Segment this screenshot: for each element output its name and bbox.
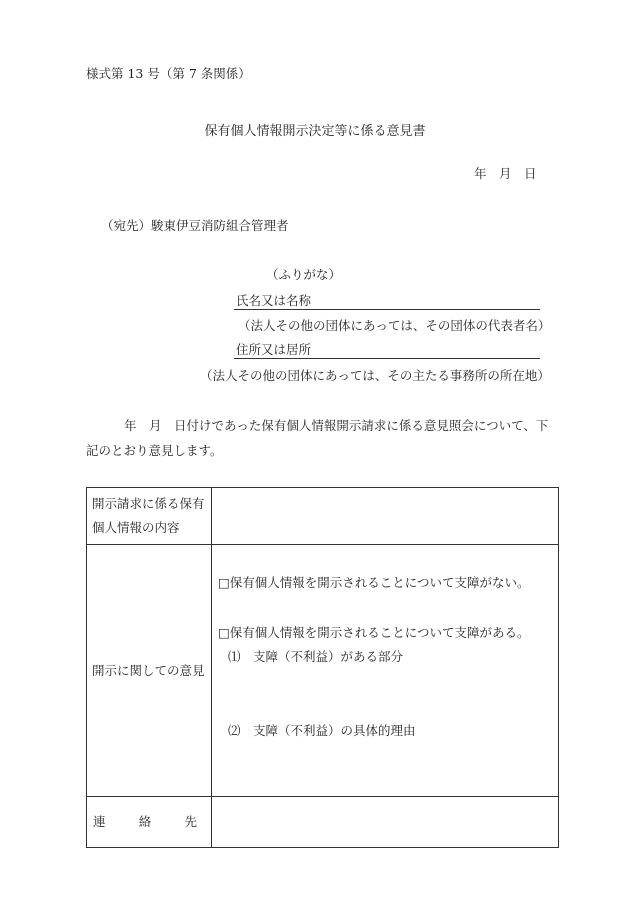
sub-item-affected-part: ⑴ 支障（不利益）がある部分 [228,649,404,664]
table-row-contact [87,797,559,848]
body-text-line1: 年 月 日付けであった保有個人情報開示請求に係る意見照会について、下 [124,418,549,433]
name-note: （法人その他の団体にあっては、その団体の代表者名） [238,318,551,333]
content-label-cell [87,488,212,545]
option-no-issue[interactable]: □保有個人情報を開示されることについて支障がない。 [218,575,530,590]
contact-label-char: 先 [184,814,197,829]
document-title: 保有個人情報開示決定等に係る意見書 [204,124,426,139]
option-issue[interactable]: □保有個人情報を開示されることについて支障がある。 [218,625,530,640]
contact-value-cell[interactable] [212,797,559,848]
name-label: 氏名又は名称 [236,293,312,308]
content-label-line2: 個人情報の内容 [92,520,180,535]
name-underline [234,309,540,310]
content-label-line1: 開示請求に係る保有 [92,496,205,511]
table-row-content [87,488,559,545]
contact-label-char: 連 [93,814,106,829]
date-line: 年 月 日 [474,166,537,181]
address-label: 住所又は居所 [236,342,312,357]
address-note: （法人その他の団体にあっては、その主たる事務所の所在地） [200,368,550,383]
furigana-label: （ふりがな） [266,267,342,282]
opinion-label: 開示に関しての意見 [92,662,205,678]
opinion-label-cell [87,545,212,797]
contact-label-char: 絡 [138,814,152,829]
opinion-table [86,487,559,848]
contact-label [87,813,203,831]
content-value-cell[interactable] [212,488,559,545]
form-number: 様式第 13 号（第 7 条関係） [86,66,251,81]
contact-label-cell [87,797,212,848]
addressee: （宛先）駿東伊豆消防組合管理者 [101,218,289,233]
table-row-opinion [87,545,559,797]
address-underline [234,358,540,359]
sub-item-specific-reason: ⑵ 支障（不利益）の具体的理由 [228,723,416,738]
opinion-value-cell[interactable] [212,545,559,797]
body-text-line2: 記のとおり意見します。 [86,443,223,458]
